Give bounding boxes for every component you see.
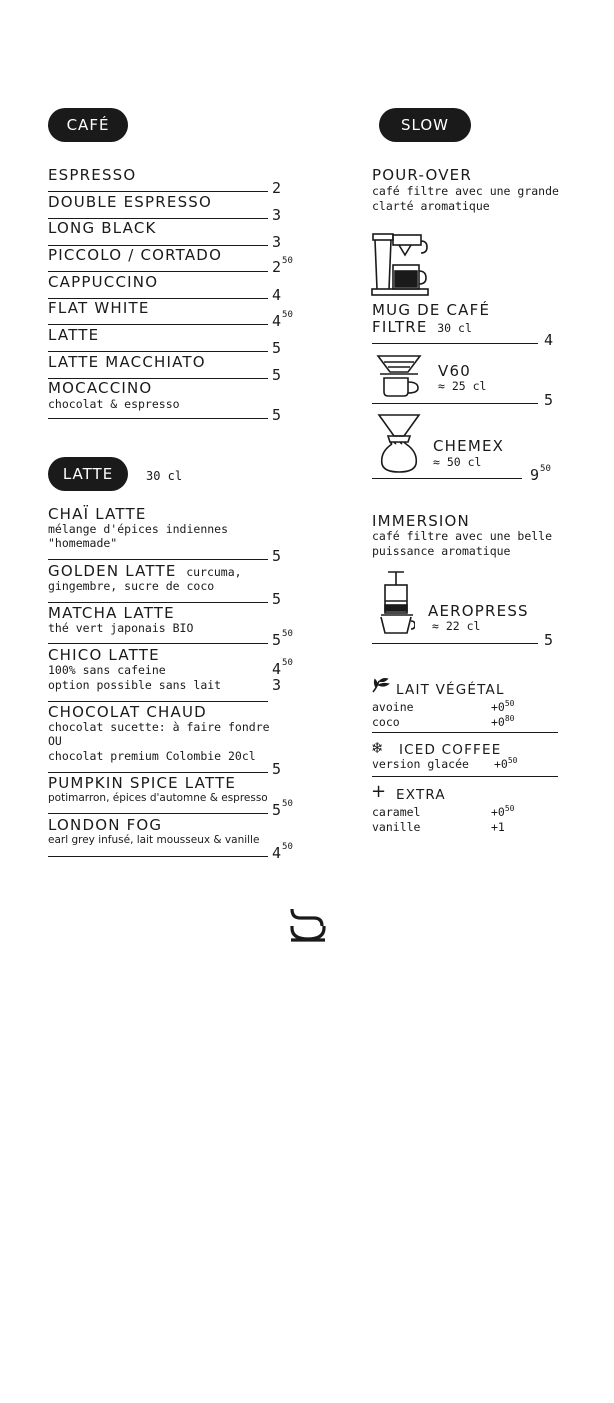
vegetal-title: LAIT VÉGÉTAL	[396, 682, 505, 698]
menu-item-description: mélange d'épices indiennes	[48, 522, 229, 536]
snowflake-icon: ❄	[371, 739, 384, 757]
v60-size: ≈ 25 cl	[438, 379, 487, 393]
menu-item-name: LATTE MACCHIATO	[48, 353, 206, 371]
menu-item-name: ESPRESSO	[48, 166, 137, 184]
menu-item-divider	[48, 602, 268, 603]
vegetal-item-name: coco	[372, 715, 400, 729]
menu-item-description: 100% sans cafeine	[48, 663, 166, 677]
menu-item-divider	[48, 559, 268, 560]
menu-item-name: LATTE	[48, 326, 100, 344]
menu-item-price: $4^{50}$	[272, 842, 293, 862]
menu-item-divider	[48, 701, 268, 702]
extra-item-price: $+0^{50}$	[491, 804, 515, 819]
menu-item-name: FLAT WHITE	[48, 299, 150, 317]
menu-item-divider	[48, 813, 268, 814]
menu-item-divider	[48, 643, 268, 644]
brand-logo-icon	[289, 906, 327, 942]
vegetal-item-price: $+0^{50}$	[491, 699, 515, 714]
mug-price: 4	[544, 331, 554, 349]
menu-item-price: $4^{50}$	[272, 658, 293, 678]
menu-item-name: MOCACCINO	[48, 379, 153, 397]
cafe-badge: CAFÉ	[48, 108, 128, 142]
iced-title: ICED COFFEE	[399, 742, 502, 758]
menu-item-description: thé vert japonais BIO	[48, 621, 194, 635]
menu-item-price: 5	[272, 547, 282, 565]
aeropress-title: AEROPRESS	[428, 602, 529, 620]
extra-item-name: vanille	[372, 820, 421, 834]
v60-price: 5	[544, 391, 554, 409]
vegetal-item-name: avoine	[372, 700, 414, 714]
menu-item-divider	[48, 418, 268, 419]
menu-item-description: chocolat & espresso	[48, 397, 180, 411]
iced-description: version glacée	[372, 757, 469, 771]
menu-item-name: CHICO LATTE	[48, 646, 160, 664]
menu-item-price: $4^{50}$	[272, 310, 293, 330]
pourover-description: café filtre avec une grande	[372, 184, 559, 198]
extra-item-price: +1	[491, 820, 505, 834]
menu-item-price-alt: 3	[272, 676, 282, 694]
menu-item-divider	[372, 643, 538, 644]
section-divider	[372, 732, 558, 733]
menu-item-divider	[372, 343, 538, 344]
latte-badge: LATTE	[48, 457, 128, 491]
section-divider	[372, 776, 558, 777]
menu-item-name: CAPPUCCINO	[48, 273, 159, 291]
plus-icon: +	[371, 781, 387, 802]
menu-item-price: 3	[272, 206, 282, 224]
menu-item-price: 3	[272, 233, 282, 251]
menu-item-divider	[48, 351, 268, 352]
aeropress-icon	[377, 569, 415, 637]
menu-item-name: PUMPKIN SPICE LATTE	[48, 774, 237, 792]
mug-title: MUG DE CAFÉ	[372, 301, 491, 319]
menu-item-description: gingembre, sucre de coco	[48, 579, 215, 593]
iced-price: $+0^{50}$	[494, 756, 518, 771]
menu-item-inline-desc: curcuma,	[186, 565, 242, 579]
menu-item-divider	[372, 403, 538, 404]
extra-title: EXTRA	[396, 787, 446, 803]
menu-item-description: "homemade"	[48, 536, 118, 550]
coffee-machine-icon	[371, 231, 431, 297]
menu-item-description: chocolat sucette: à faire fondre	[48, 720, 270, 734]
menu-item-description: earl grey infusé, lait mousseux & vanille	[48, 834, 260, 846]
immersion-description: café filtre avec une belle	[372, 529, 553, 543]
chemex-title: CHEMEX	[433, 437, 505, 455]
latte-size: 30 cl	[146, 469, 183, 483]
menu-item-description: potimarron, épices d'automne & espresso	[48, 792, 268, 804]
menu-item-name: GOLDEN LATTE	[48, 562, 177, 580]
menu-item-heading	[48, 561, 242, 580]
menu-item-description: option possible sans lait	[48, 678, 222, 692]
menu-item-price: $2^{50}$	[272, 256, 293, 276]
pourover-description: clarté aromatique	[372, 199, 490, 213]
menu-item-name: CHOCOLAT CHAUD	[48, 703, 207, 721]
menu-item-description: OU	[48, 734, 62, 748]
menu-item-name: CHAÏ LATTE	[48, 505, 147, 523]
menu-item-price: 5	[272, 590, 282, 608]
menu-item-divider	[48, 856, 268, 857]
menu-item-divider	[48, 271, 268, 272]
chemex-price: $9^{50}$	[530, 464, 551, 484]
menu-item-price: 4	[272, 286, 282, 304]
mug-size: 30 cl	[437, 321, 472, 335]
extra-item-name: caramel	[372, 805, 421, 819]
pourover-title: POUR-OVER	[372, 166, 472, 184]
menu-item-divider	[372, 478, 522, 479]
chemex-size: ≈ 50 cl	[433, 455, 482, 469]
immersion-title: IMMERSION	[372, 512, 470, 530]
menu-item-price: 5	[272, 406, 282, 424]
menu-item-price: $5^{50}$	[272, 799, 293, 819]
menu-item-price: 2	[272, 179, 282, 197]
menu-item-price: 5	[272, 339, 282, 357]
mug-title-line2: FILTRE 30 cl	[372, 318, 472, 336]
menu-item-name: LONDON FOG	[48, 816, 163, 834]
chemex-icon	[376, 412, 422, 474]
menu-item-price: $5^{50}$	[272, 629, 293, 649]
menu-item-name: PICCOLO / CORTADO	[48, 246, 223, 264]
menu-item-name: MATCHA LATTE	[48, 604, 175, 622]
immersion-description: puissance aromatique	[372, 544, 511, 558]
menu-item-name: LONG BLACK	[48, 219, 157, 237]
menu-item-description: chocolat premium Colombie 20cl	[48, 749, 256, 763]
menu-item-divider	[48, 772, 268, 773]
v60-title: V60	[438, 362, 471, 380]
menu-item-divider	[48, 324, 268, 325]
v60-dripper-icon	[374, 352, 424, 398]
slow-badge: SLOW	[379, 108, 471, 142]
menu-item-price: 5	[272, 760, 282, 778]
vegetal-item-price: $+0^{80}$	[491, 714, 515, 729]
aeropress-price: 5	[544, 631, 554, 649]
menu-item-divider	[48, 191, 268, 192]
leaf-icon	[371, 677, 391, 693]
menu-item-price: 5	[272, 366, 282, 384]
aeropress-size: ≈ 22 cl	[432, 619, 481, 633]
menu-item-name: DOUBLE ESPRESSO	[48, 193, 213, 211]
